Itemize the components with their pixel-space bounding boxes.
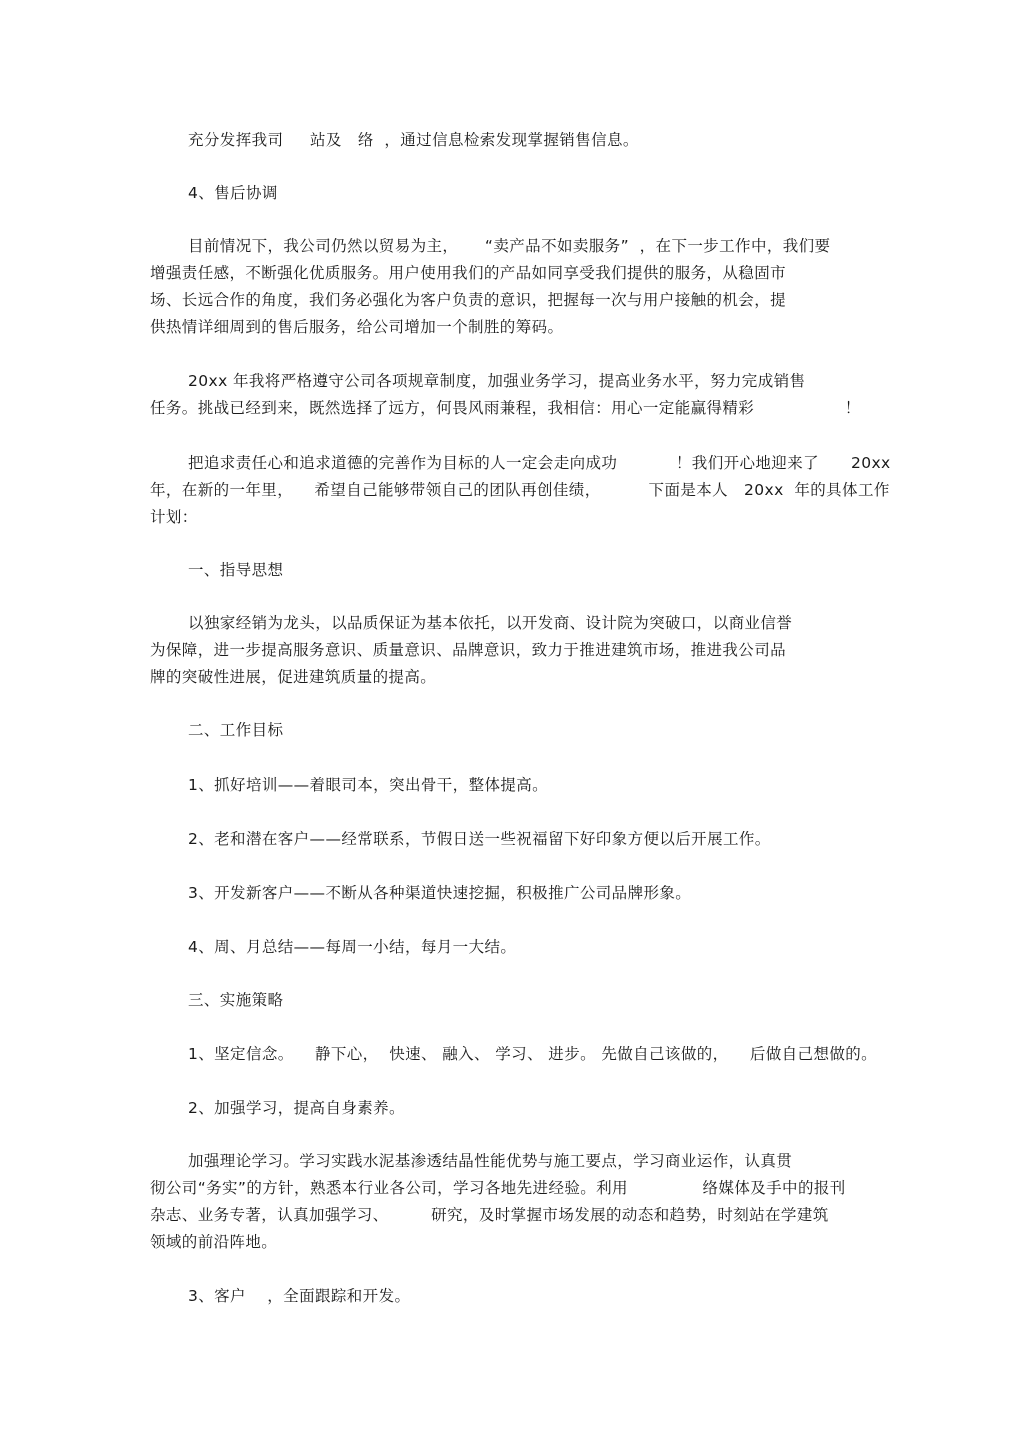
text-line: 领域的前沿阵地。	[150, 1233, 278, 1251]
text-line: 场、长远合作的角度，我们务必强化为客户负责的意识，把握每一次与用户接触的机会，提	[150, 291, 787, 309]
list-item: 4、周、月总结——每周一小结，每月一大结。	[188, 938, 517, 956]
text-line: 以独家经销为龙头，以品质保证为基本依托，以开发商、设计院为突破口，以商业信誉	[188, 614, 793, 632]
list-item: 2、老和潜在客户——经常联系，节假日送一些祝福留下好印象方便以后开展工作。	[188, 830, 771, 848]
section-heading: 三、实施策略	[188, 991, 284, 1009]
text-line: 目前情况下，我公司仍然以贸易为主， “卖产品不如卖服务” ，在下一步工作中，我们要	[188, 237, 831, 255]
text-line: 彻公司“务实”的方针，熟悉本行业各公司，学习各地先进经验。利用 络媒体及手中的报刊	[150, 1179, 846, 1197]
text-line: 增强责任感，不断强化优质服务。用户使用我们的产品如同享受我们提供的服务，从稳固市	[150, 264, 787, 282]
text-line: 供热情详细周到的售后服务，给公司增加一个制胜的筹码。	[150, 318, 564, 336]
section-heading: 4、售后协调	[188, 184, 278, 202]
section-heading: 一、指导思想	[188, 561, 284, 579]
text-line: 年，在新的一年里， 希望自己能够带领自己的团队再创佳绩， 下面是本人 20xx 年的具体工作	[150, 481, 890, 499]
text-line: 杂志、业务专著，认真加强学习、 研究，及时掌握市场发展的动态和趋势，时刻站在学建筑	[150, 1206, 829, 1224]
list-item: 1、坚定信念。 静下心， 快速、 融入、 学习、 进步。 先做自己该做的， 后做自己想做的。	[188, 1045, 878, 1063]
text-line: 充分发挥我司 站及 络 ，通过信息检索发现掌握销售信息。	[188, 131, 639, 149]
text-line: 牌的突破性进展，促进建筑质量的提高。	[150, 668, 437, 686]
list-item: 3、客户 ，全面跟踪和开发。	[188, 1287, 411, 1305]
text-line: 为保障，进一步提高服务意识、质量意识、品牌意识，致力于推进建筑市场，推进我公司品	[150, 641, 787, 659]
list-item: 2、加强学习，提高自身素养。	[188, 1099, 405, 1117]
text-line: 20xx 年我将严格遵守公司各项规章制度，加强业务学习，提高业务水平，努力完成销售	[188, 372, 806, 390]
list-item: 1、抓好培训——着眼司本，突出骨干，整体提高。	[188, 776, 549, 794]
text-line: 计划：	[150, 508, 198, 526]
list-item: 3、开发新客户——不断从各种渠道快速挖掘，积极推广公司品牌形象。	[188, 884, 692, 902]
section-heading: 二、工作目标	[188, 721, 284, 739]
text-line: 把追求责任心和追求道德的完善作为目标的人一定会走向成功 ！我们开心地迎来了 20xx	[188, 454, 891, 472]
text-line: 任务。挑战已经到来，既然选择了远方，何畏风雨兼程，我相信：用心一定能赢得精彩 ！	[150, 399, 861, 417]
text-line: 加强理论学习。学习实践水泥基渗透结晶性能优势与施工要点，学习商业运作，认真贯	[188, 1152, 793, 1170]
